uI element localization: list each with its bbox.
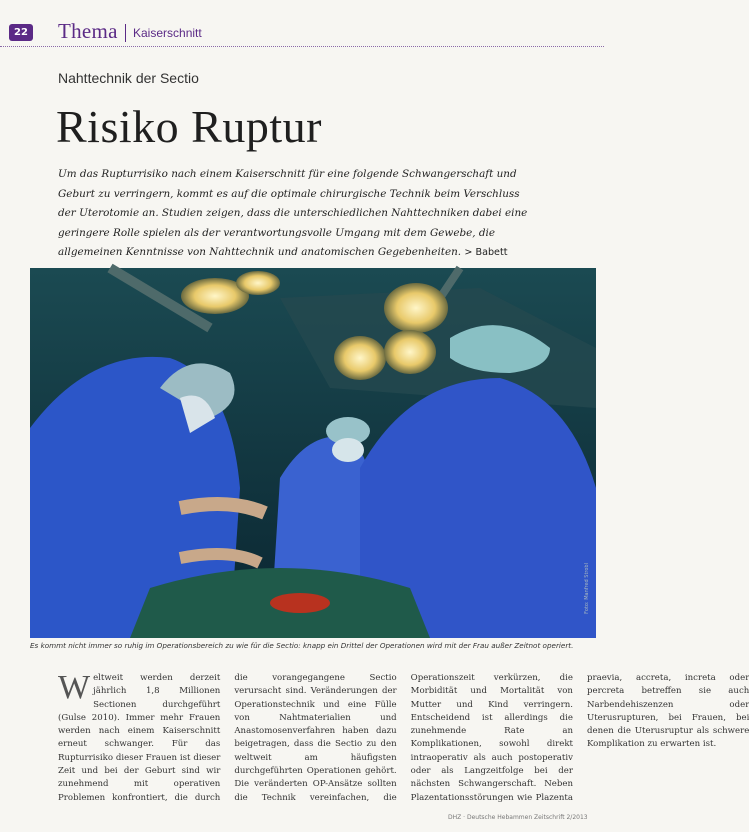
surgery-illustration <box>30 268 596 638</box>
drop-cap: W <box>58 669 91 706</box>
header-divider <box>125 24 126 42</box>
photo-caption: Es kommt nicht immer so ruhig im Operationsbereich zu wie für die Sectio: knapp ein Drittel der Operationen wird mit der Frau außer Zeitnot operiert. <box>30 641 574 650</box>
page-header <box>0 19 604 48</box>
body-text: eltweit werden derzeit jährlich 1,8 Millionen Sectionen durchgeführt (Gulse 2010). Immer mehr Frauen werden nach einem Kaiserschnitt erneut schwanger. Für das Rupturrisiko dieser Frauen ist dieser Zeit und bei der Geburt sind wir zunehmend mit operativen Problemen konfrontiert, die durch die vorangegangene Sectio verursacht sind. Veränderungen der Operationstechnik und eine Fülle von Nahtmaterialien und Anastomosenverfahren haben dazu beigetragen, dass die Sectio zu den weltweit am häufigsten durchgeführten Operationen gehört. Die veränderten OP-Ansätze sollten die Technik vereinfachen, die Operationszeit verkürzen, die Morbidität und Mortalität von Mutter und Kind verringern. Entscheidend ist allerdings die zunehmende Rate an Komplikationen, sowohl direkt intraoperativ als auch postoperativ oder als Langzeitfolge bei der nächsten Schwangerschaft. Neben Plazentationsstörungen wie Plazenta praevia, accreta, increta oder percreta betreffen sie auch Narbendehiszenzen oder Uterusrupturen, bei Frauen, bei denen die Uterusruptur als schwere Komplikation zu erwarten ist. <box>58 673 749 803</box>
dotted-rule <box>0 46 604 47</box>
author-byline: > Babett <box>464 247 508 258</box>
page-number-badge: 22 <box>9 24 33 41</box>
lead-text: Um das Rupturrisiko nach einem Kaiserschnitt für eine folgende Schwangerschaft und Geburt zu verringern, kommt es auf die optimale chirurgische Technik beim Verschluss der Uterotomie an. Studien zeigen, dass die unterschiedlichen Nahttechniken dabei eine geringere Rolle spielen als der verantwortungsvolle Umgang mit dem Gewebe, die allgemeinen Kenntnisse von Nahttechnik und anatomischen Gegebenheiten. <box>58 168 528 258</box>
photo-credit: Foto: Manfred Strobl <box>584 563 590 614</box>
page-footer: DHZ · Deutsche Hebammen Zeitschrift 2/2013 <box>448 814 588 821</box>
article-kicker: Nahttechnik der Sectio <box>58 70 199 86</box>
article-title: Risiko Ruptur <box>56 101 322 152</box>
section-label: Thema <box>58 19 118 43</box>
article-body <box>58 669 749 814</box>
surgery-photo <box>30 268 596 638</box>
subsection-label: Kaiserschnitt <box>133 26 202 40</box>
article-lead <box>58 165 528 282</box>
